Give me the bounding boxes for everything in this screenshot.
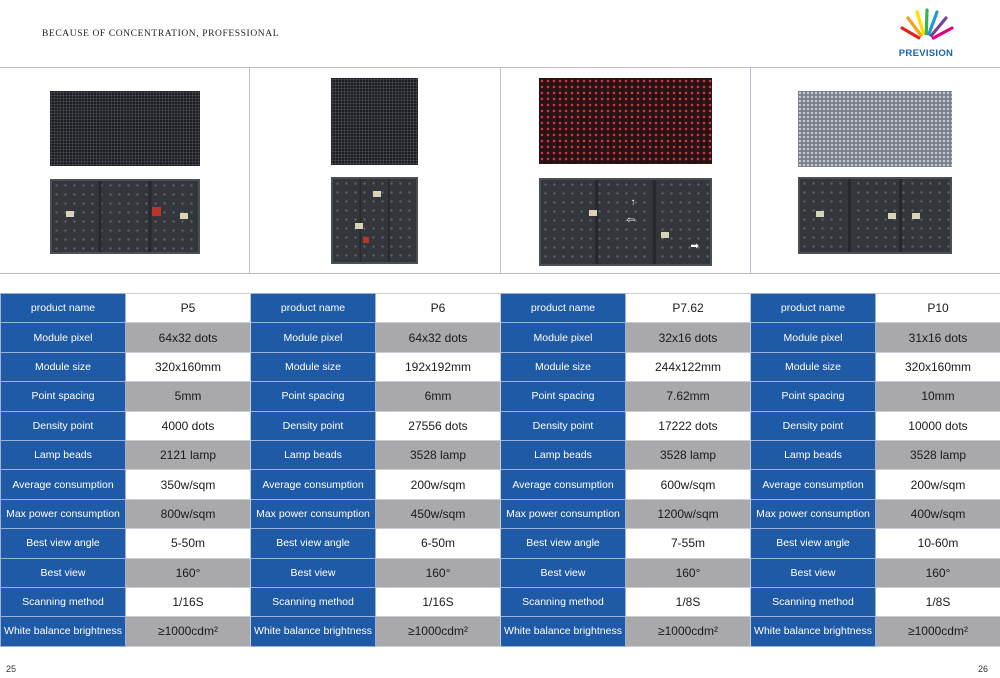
spec-label: Density point: [251, 411, 376, 440]
spec-value: P5: [126, 294, 251, 323]
spec-label: Scanning method: [251, 587, 376, 616]
spec-label: Scanning method: [1, 587, 126, 616]
spec-value: P10: [876, 294, 1000, 323]
spec-label: Best view angle: [1, 529, 126, 558]
spec-label: product name: [1, 294, 126, 323]
spec-label: Best view: [751, 558, 876, 587]
spec-label: Average consumption: [251, 470, 376, 499]
product-photo-p6: [250, 68, 500, 273]
spec-label: Max power consumption: [501, 499, 626, 528]
spec-label: product name: [751, 294, 876, 323]
spec-row-average-consumption: [1, 470, 1000, 499]
spec-value: 4000 dots: [126, 411, 251, 440]
spec-value: ≥1000cdm²: [126, 617, 251, 646]
spec-value: 2121 lamp: [126, 440, 251, 469]
spec-label: White balance brightness: [501, 617, 626, 646]
spec-value: 32x16 dots: [626, 323, 751, 352]
spec-label: Lamp beads: [751, 440, 876, 469]
spec-label: Point spacing: [501, 382, 626, 411]
spec-value: 244x122mm: [626, 352, 751, 381]
spec-label: White balance brightness: [251, 617, 376, 646]
spec-label: Module pixel: [251, 323, 376, 352]
spec-row-module-pixel: [1, 323, 1000, 352]
product-photo-strip: [0, 67, 1000, 274]
spec-value: P6: [376, 294, 501, 323]
spec-value: 10-60m: [876, 529, 1000, 558]
spec-label: Best view angle: [251, 529, 376, 558]
spec-value: 27556 dots: [376, 411, 501, 440]
spec-value: ≥1000cdm²: [876, 617, 1000, 646]
brand-logo: [886, 6, 966, 62]
spec-value: 320x160mm: [876, 352, 1000, 381]
spec-label: Max power consumption: [251, 499, 376, 528]
page-number-right: 26: [977, 664, 988, 674]
spec-value: 10mm: [876, 382, 1000, 411]
spec-row-white-balance-brightness: [1, 617, 1000, 646]
spec-value: 64x32 dots: [126, 323, 251, 352]
module-front-image: [331, 78, 418, 165]
spec-row-best-view-angle: [1, 529, 1000, 558]
spec-label: Point spacing: [1, 382, 126, 411]
spec-label: Lamp beads: [501, 440, 626, 469]
spec-value: 5-50m: [126, 529, 251, 558]
spec-label: product name: [251, 294, 376, 323]
spec-label: Module size: [1, 352, 126, 381]
spec-value: P7.62: [626, 294, 751, 323]
spec-label: Density point: [501, 411, 626, 440]
spec-label: Max power consumption: [1, 499, 126, 528]
brand-name: PREVISION: [898, 48, 954, 59]
spec-value: 160°: [126, 558, 251, 587]
spec-label: Best view angle: [751, 529, 876, 558]
spec-value: 7-55m: [626, 529, 751, 558]
spec-value: 400w/sqm: [876, 499, 1000, 528]
spec-value: 200w/sqm: [876, 470, 1000, 499]
spec-value: 5mm: [126, 382, 251, 411]
spec-label: Module size: [501, 352, 626, 381]
spec-label: Scanning method: [501, 587, 626, 616]
spec-table: [0, 293, 1000, 647]
spec-label: Point spacing: [751, 382, 876, 411]
spec-value: 64x32 dots: [376, 323, 501, 352]
spec-label: Average consumption: [1, 470, 126, 499]
spec-value: ≥1000cdm²: [376, 617, 501, 646]
module-back-image: ↑ ⇦ ➡: [539, 178, 712, 266]
module-front-image: [539, 78, 712, 164]
spec-label: Best view: [251, 558, 376, 587]
module-back-image: [50, 179, 200, 254]
spec-row-product-name: [1, 294, 1000, 323]
spec-row-density-point: [1, 411, 1000, 440]
product-photo-p5: [0, 68, 250, 273]
module-back-image: [798, 177, 952, 254]
module-front-image: [798, 91, 952, 167]
spec-value: 6mm: [376, 382, 501, 411]
spec-value: 7.62mm: [626, 382, 751, 411]
page-number-left: 25: [6, 664, 17, 674]
spec-value: 1200w/sqm: [626, 499, 751, 528]
spec-label: Point spacing: [251, 382, 376, 411]
spec-value: 160°: [376, 558, 501, 587]
spec-label: product name: [501, 294, 626, 323]
spec-label: Module size: [251, 352, 376, 381]
spec-row-best-view: [1, 558, 1000, 587]
spec-row-scanning-method: [1, 587, 1000, 616]
spec-value: 350w/sqm: [126, 470, 251, 499]
spec-label: Lamp beads: [251, 440, 376, 469]
spec-value: 1/16S: [376, 587, 501, 616]
spec-label: Average consumption: [751, 470, 876, 499]
spec-row-module-size: [1, 352, 1000, 381]
spec-label: Scanning method: [751, 587, 876, 616]
rainbow-burst-icon: [886, 6, 966, 48]
spec-value: 160°: [626, 558, 751, 587]
tagline: BECAUSE OF CONCENTRATION, PROFESSIONAL: [42, 29, 280, 39]
spec-label: Module pixel: [751, 323, 876, 352]
spec-value: 1/16S: [126, 587, 251, 616]
spec-label: Density point: [1, 411, 126, 440]
spec-value: 160°: [876, 558, 1000, 587]
spec-value: 200w/sqm: [376, 470, 501, 499]
spec-label: White balance brightness: [1, 617, 126, 646]
spec-label: Best view: [501, 558, 626, 587]
spec-value: 600w/sqm: [626, 470, 751, 499]
spec-label: Average consumption: [501, 470, 626, 499]
spec-value: 192x192mm: [376, 352, 501, 381]
spec-value: 1/8S: [876, 587, 1000, 616]
spec-value: 800w/sqm: [126, 499, 251, 528]
spec-value: 6-50m: [376, 529, 501, 558]
spec-value: 450w/sqm: [376, 499, 501, 528]
spec-row-lamp-beads: [1, 440, 1000, 469]
spec-row-max-power-consumption: [1, 499, 1000, 528]
spec-value: ≥1000cdm²: [626, 617, 751, 646]
spec-value: 10000 dots: [876, 411, 1000, 440]
spec-value: 3528 lamp: [626, 440, 751, 469]
spec-value: 17222 dots: [626, 411, 751, 440]
spec-value: 3528 lamp: [876, 440, 1000, 469]
spec-label: Max power consumption: [751, 499, 876, 528]
spec-label: Module pixel: [501, 323, 626, 352]
module-back-image: [331, 177, 418, 264]
product-photo-p7-62: [501, 68, 751, 273]
product-photo-p10: [751, 68, 1000, 273]
spec-label: Best view angle: [501, 529, 626, 558]
spec-value: 320x160mm: [126, 352, 251, 381]
spec-value: 1/8S: [626, 587, 751, 616]
spec-value: 31x16 dots: [876, 323, 1000, 352]
spec-label: White balance brightness: [751, 617, 876, 646]
spec-label: Module size: [751, 352, 876, 381]
spec-label: Best view: [1, 558, 126, 587]
spec-label: Density point: [751, 411, 876, 440]
spec-row-point-spacing: [1, 382, 1000, 411]
spec-value: 3528 lamp: [376, 440, 501, 469]
spec-label: Lamp beads: [1, 440, 126, 469]
module-front-image: [50, 91, 200, 166]
spec-label: Module pixel: [1, 323, 126, 352]
